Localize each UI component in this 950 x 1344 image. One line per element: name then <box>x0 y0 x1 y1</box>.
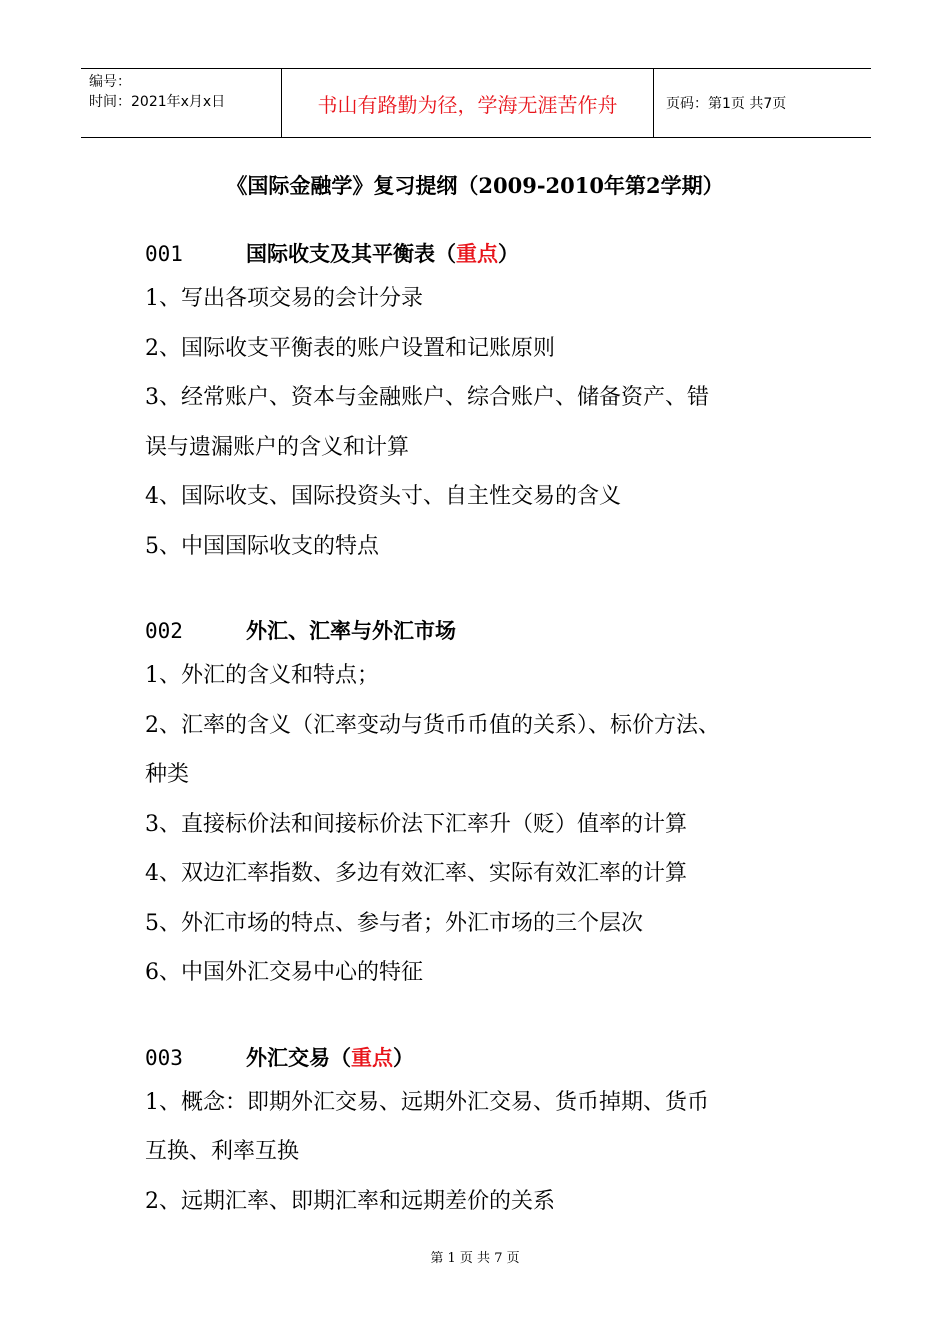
section-title-end: ） <box>498 241 519 266</box>
section-title-end: ） <box>393 1044 414 1070</box>
list-item: 4、国际收支、国际投资头寸、自主性交易的含义 <box>145 484 621 509</box>
section-title <box>246 234 519 274</box>
date-label: 时间：2021年x月x日 <box>89 94 226 110</box>
page-footer: 第 1 页 共 7 页 <box>430 1251 520 1266</box>
list-item: 4、双边汇率指数、多边有效汇率、实际有效汇率的计算 <box>145 861 687 886</box>
list-item: 种类 <box>145 762 190 787</box>
list-item: 误与遗漏账户的含义和计算 <box>145 434 410 460</box>
list-item: 1、外汇的含义和特点； <box>145 663 379 688</box>
section-number: 002 <box>145 619 183 643</box>
section-number: 001 <box>145 242 183 266</box>
list-item: 5、中国国际收支的特点 <box>145 533 379 559</box>
number-label: 编号： <box>89 74 131 90</box>
section-heading <box>145 611 835 651</box>
list-item: 1、写出各项交易的会计分录 <box>145 286 423 311</box>
list-item: 6、中国外汇交易中心的特征 <box>145 960 423 985</box>
header-motto: 书山有路勤为径，学海无涯苦作舟 <box>282 69 654 137</box>
list-item: 互换、利率互换 <box>145 1139 300 1164</box>
document-title: 《国际金融学》复习提纲（2009-2010年第2学期） <box>226 173 724 198</box>
list-item: 2、国际收支平衡表的账户设置和记账原则 <box>145 335 555 361</box>
list-item: 2、远期汇率、即期汇率和远期差价的关系 <box>145 1188 555 1214</box>
list-item: 1、概念：即期外汇交易、远期外汇交易、货币掉期、货币 <box>145 1089 709 1115</box>
list-item: 2、汇率的含义（汇率变动与货币币值的关系）、标价方法、 <box>145 712 720 738</box>
page-header <box>81 68 871 138</box>
section-title: 外汇、汇率与外汇市场 <box>246 618 456 643</box>
section-title-text: 外汇交易（ <box>246 1044 351 1070</box>
section-heading <box>145 234 835 274</box>
header-meta <box>81 69 282 137</box>
key-point-mark: 重点 <box>456 241 498 266</box>
section-title-text: 国际收支及其平衡表（ <box>246 241 456 266</box>
section-spacer <box>145 998 835 1038</box>
section-spacer <box>145 571 835 611</box>
document-body <box>145 234 835 1226</box>
list-item: 3、经常账户、资本与金融账户、综合账户、储备资产、错 <box>145 385 709 410</box>
list-item: 5、外汇市场的特点、参与者；外汇市场的三个层次 <box>145 910 643 936</box>
key-point-mark: 重点 <box>351 1044 393 1070</box>
section-heading <box>145 1038 835 1078</box>
section-number: 003 <box>145 1045 183 1070</box>
header-page-info: 页码：第1页 共7页 <box>666 96 787 112</box>
list-item: 3、直接标价法和间接标价法下汇率升（贬）值率的计算 <box>145 811 687 837</box>
section-title <box>246 1038 414 1078</box>
